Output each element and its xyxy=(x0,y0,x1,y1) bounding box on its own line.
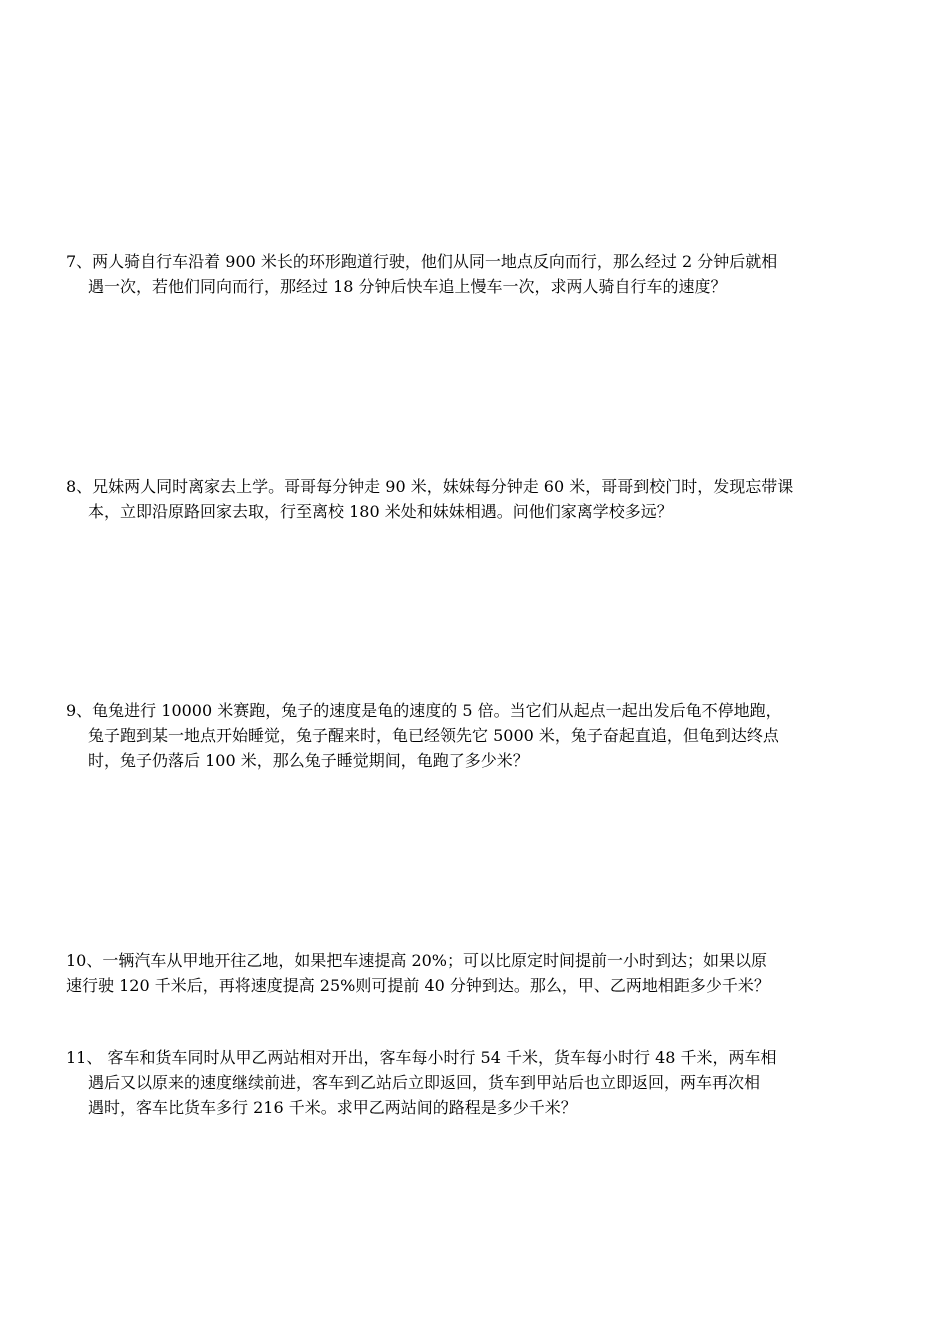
question-11 xyxy=(66,1045,886,1120)
question-8-line-1: 8、兄妹两人同时离家去上学。哥哥每分钟走 90 米，妹妹每分钟走 60 米，哥哥到校门时，发现忘带课 xyxy=(66,477,794,496)
question-9 xyxy=(66,698,886,773)
question-11-line-3: 遇时，客车比货车多行 216 千米。求甲乙两站间的路程是多少千米？ xyxy=(88,1098,577,1117)
question-9-line-2: 兔子跑到某一地点开始睡觉，兔子醒来时，龟已经领先它 5000 米，兔子奋起直追，但龟到达终点 xyxy=(88,726,779,745)
question-10 xyxy=(66,948,886,998)
question-7-line-1: 7、两人骑自行车沿着 900 米长的环形跑道行驶，他们从同一地点反向而行，那么经过 2 分钟后就相 xyxy=(66,252,778,271)
question-10-line-1: 10、一辆汽车从甲地开往乙地，如果把车速提高 20%；可以比原定时间提前一小时到达；如果以原 xyxy=(66,951,768,970)
question-11-line-2: 遇后又以原来的速度继续前进，客车到乙站后立即返回，货车到甲站后也立即返回，两车再次相 xyxy=(88,1073,761,1092)
question-10-line-2: 速行驶 120 千米后，再将速度提高 25%则可提前 40 分钟到达。那么，甲、乙两地相距多少千米？ xyxy=(66,976,770,995)
question-7 xyxy=(66,249,886,299)
question-9-line-3: 时，兔子仍落后 100 米，那么兔子睡觉期间，龟跑了多少米？ xyxy=(88,751,529,770)
question-9-line-1: 9、龟兔进行 10000 米赛跑，兔子的速度是龟的速度的 5 倍。当它们从起点一起出发后龟不停地跑， xyxy=(66,701,782,720)
question-7-line-2: 遇一次，若他们同向而行，那经过 18 分钟后快车追上慢车一次，求两人骑自行车的速度？ xyxy=(88,277,727,296)
question-8-line-2: 本，立即沿原路回家去取，行至离校 180 米处和妹妹相遇。问他们家离学校多远？ xyxy=(88,502,673,521)
question-8 xyxy=(66,474,886,524)
question-11-line-1: 11、 客车和货车同时从甲乙两站相对开出，客车每小时行 54 千米，货车每小时行 48 千米，两车相 xyxy=(66,1048,777,1067)
